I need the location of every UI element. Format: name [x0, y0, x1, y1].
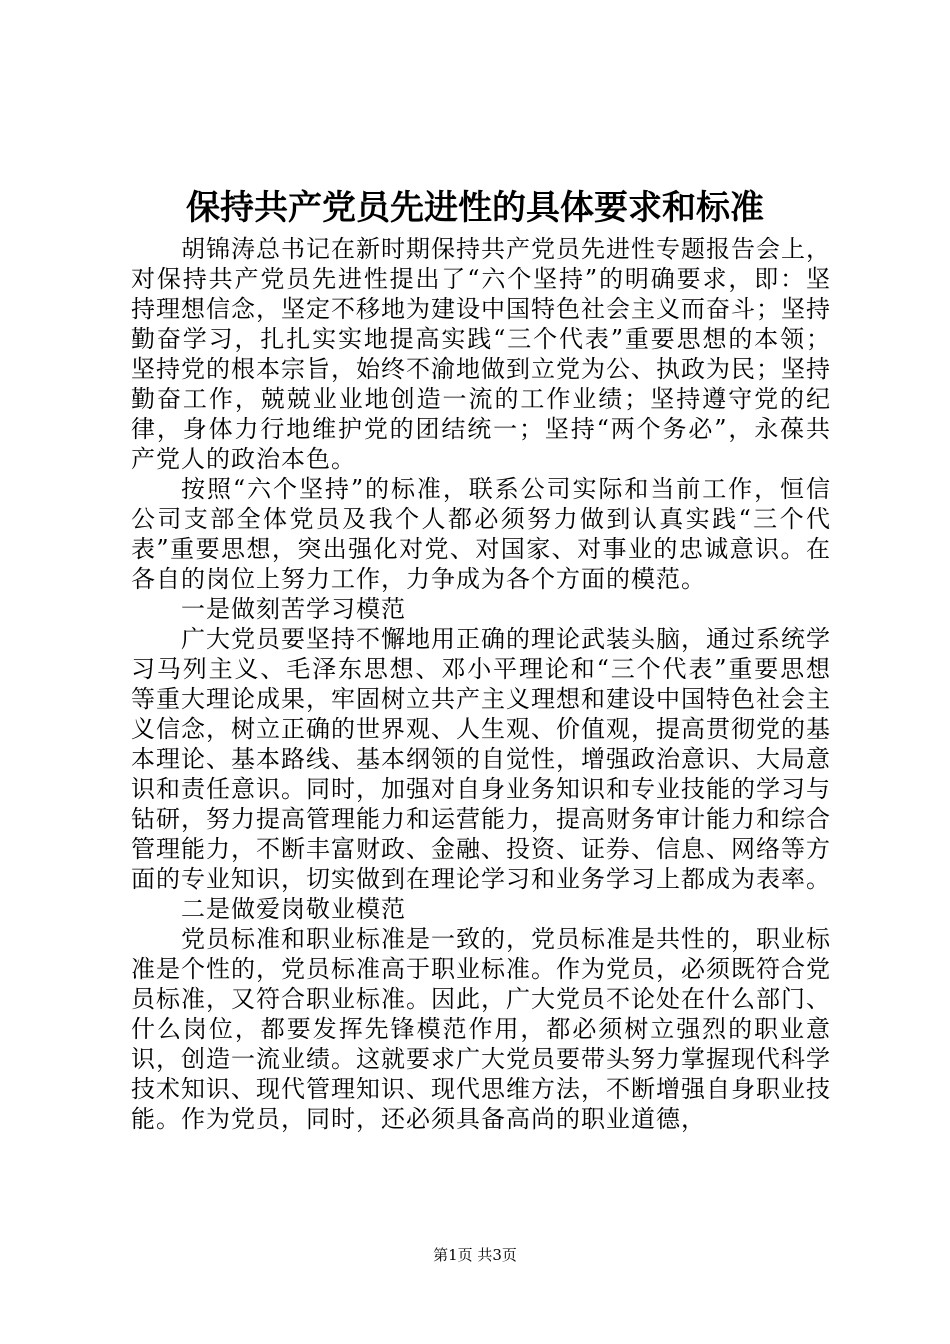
document-body: [131, 234, 831, 1134]
section-heading: 二是做爱岗敬业模范: [181, 895, 406, 923]
paragraph: 广大党员要坚持不懈地用正确的理论武装头脑，通过系统学习马列主义、毛泽东思想、邓小平理论和“三个代表”重要思想等重大理论成果，牢固树立共产主义理想和建设中国特色社会主义信念，树立正确的世界观、人生观、价值观，提高贯彻党的基本理论、基本路线、基本纲领的自觉性，增强政治意识、大局意识和责任意识。同时，加强对自身业务知识和专业技能的学习与钻研，努力提高管理能力和运营能力，提高财务审计能力和综合管理能力，不断丰富财政、金融、投资、证券、信息、网络等方面的专业知识，切实做到在理论学习和业务学习上都成为表率。: [131, 625, 831, 893]
section-heading: 一是做刻苦学习模范: [181, 595, 406, 623]
paragraph: 党员标准和职业标准是一致的，党员标准是共性的，职业标准是个性的，党员标准高于职业标准。作为党员，必须既符合党员标准，又符合职业标准。因此，广大党员不论处在什么部门、什么岗位，都要发挥先锋模范作用，都必须树立强烈的职业意识，创造一流业绩。这就要求广大党员要带头努力掌握现代科学技术知识、现代管理知识、现代思维方法，不断增强自身职业技能。作为党员，同时，还必须具备高尚的职业道德，: [131, 925, 831, 1133]
paragraph: 按照“六个坚持”的标准，联系公司实际和当前工作，恒信公司支部全体党员及我个人都必须努力做到认真实践“三个代表”重要思想，突出强化对党、对国家、对事业的忠诚意识。在各自的岗位上努力工作，力争成为各个方面的模范。: [131, 475, 831, 593]
document-title: 保持共产党员先进性的具体要求和标准: [186, 188, 764, 228]
page-number: 第1页 共3页: [433, 1246, 517, 1264]
paragraph: 胡锦涛总书记在新时期保持共产党员先进性专题报告会上，对保持共产党员先进性提出了“六个坚持”的明确要求，即：坚持理想信念，坚定不移地为建设中国特色社会主义而奋斗；坚持勤奋学习，扎扎实实地提高实践“三个代表”重要思想的本领；坚持党的根本宗旨，始终不渝地做到立党为公、执政为民；坚持勤奋工作，兢兢业业地创造一流的工作业绩；坚持遵守党的纪律，身体力行地维护党的团结统一；坚持“两个务必”，永葆共产党人的政治本色。: [131, 235, 831, 473]
